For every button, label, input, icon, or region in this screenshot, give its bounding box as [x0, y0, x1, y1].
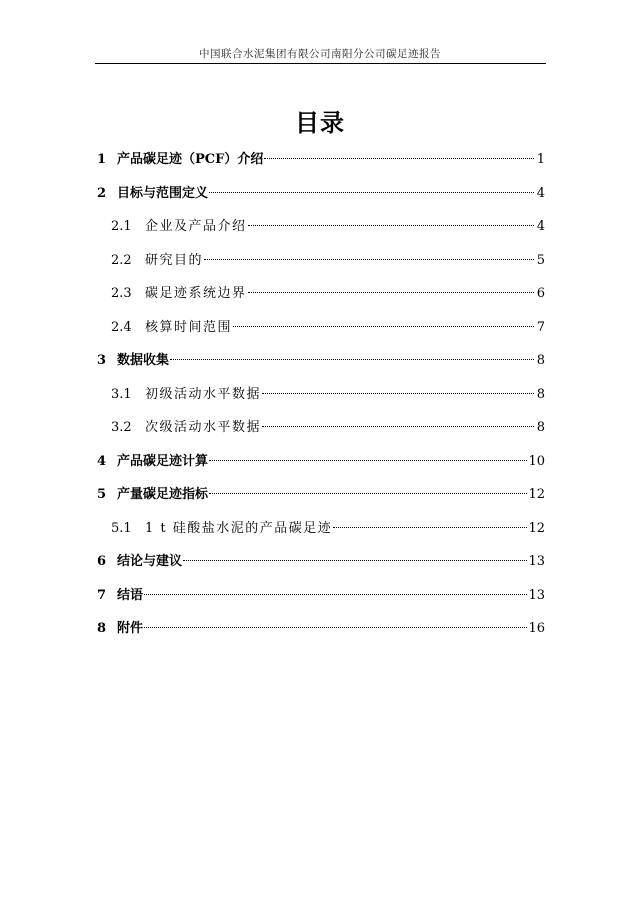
toc-page-number: 12 — [528, 487, 545, 502]
toc-text: 结语 — [117, 587, 144, 603]
toc-page-number: 4 — [536, 219, 545, 234]
toc-number: 2.2 — [111, 252, 132, 268]
toc-number: 2 — [97, 185, 107, 201]
toc-number: 4 — [97, 453, 107, 469]
toc-text: 企业及产品介绍 — [145, 219, 247, 234]
dot-leader — [248, 225, 534, 226]
toc-number: 2.4 — [111, 319, 132, 335]
dot-leader — [333, 527, 527, 528]
toc-number: 2.3 — [111, 286, 132, 301]
toc-number: 5.1 — [111, 520, 132, 536]
toc-entry[interactable] — [97, 411, 545, 445]
toc-page-number: 7 — [536, 319, 545, 335]
dot-leader — [248, 292, 534, 293]
dot-leader — [262, 426, 534, 427]
toc-number: 8 — [97, 621, 107, 636]
table-of-contents — [97, 143, 545, 646]
dot-leader — [144, 627, 527, 628]
running-header: 中国联合水泥集团有限公司南阳分公司碳足迹报告 — [199, 48, 441, 60]
toc-page-number: 8 — [536, 353, 545, 368]
toc-page-number: 4 — [536, 185, 545, 201]
toc-text: 结论与建议 — [117, 554, 183, 569]
toc-text: 核算时间范围 — [145, 319, 233, 335]
dot-leader — [262, 393, 534, 394]
toc-entry[interactable] — [97, 344, 545, 378]
dot-leader — [144, 594, 527, 595]
toc-entry[interactable] — [97, 277, 545, 311]
toc-number: 1 — [97, 152, 107, 167]
toc-text: 1 t 硅酸盐水泥的产品碳足迹 — [145, 520, 333, 536]
toc-entry[interactable] — [97, 177, 545, 211]
dot-leader — [209, 192, 534, 193]
toc-entry[interactable] — [97, 244, 545, 278]
dot-leader — [204, 259, 534, 260]
toc-entry[interactable] — [97, 545, 545, 579]
toc-title: 目录 — [295, 108, 345, 137]
toc-page-number: 16 — [528, 621, 545, 636]
toc-number: 5 — [97, 487, 107, 502]
toc-page-number: 1 — [536, 152, 545, 167]
toc-entry[interactable] — [97, 311, 545, 345]
toc-text: 研究目的 — [145, 252, 204, 268]
dot-leader — [209, 460, 527, 461]
dot-leader — [183, 560, 527, 561]
toc-text: 次级活动水平数据 — [145, 420, 262, 435]
toc-text: 产量碳足迹指标 — [117, 487, 209, 502]
toc-page-number: 10 — [528, 453, 545, 469]
toc-number: 3.1 — [111, 386, 132, 402]
toc-entry[interactable] — [97, 378, 545, 412]
toc-page-number: 8 — [536, 386, 545, 402]
toc-text: 产品碳足迹（PCF）介绍 — [117, 152, 264, 167]
dot-leader — [170, 359, 534, 360]
toc-text: 碳足迹系统边界 — [145, 286, 247, 301]
toc-page-number: 13 — [528, 554, 545, 569]
toc-entry[interactable] — [97, 478, 545, 512]
toc-number: 7 — [97, 587, 107, 603]
toc-text: 数据收集 — [117, 353, 170, 368]
toc-page-number: 6 — [536, 286, 545, 301]
toc-entry[interactable] — [97, 512, 545, 546]
header-rule — [95, 63, 546, 64]
toc-entry[interactable] — [97, 612, 545, 646]
toc-text: 目标与范围定义 — [117, 185, 209, 201]
toc-page-number: 13 — [528, 587, 545, 603]
toc-number: 2.1 — [111, 219, 132, 234]
toc-number: 3.2 — [111, 420, 132, 435]
toc-entry[interactable] — [97, 143, 545, 177]
toc-page-number: 8 — [536, 420, 545, 435]
toc-entry[interactable] — [97, 210, 545, 244]
toc-entry[interactable] — [97, 445, 545, 479]
dot-leader — [264, 158, 534, 159]
dot-leader — [233, 326, 534, 327]
toc-number: 3 — [97, 353, 107, 368]
toc-text: 产品碳足迹计算 — [117, 453, 209, 469]
dot-leader — [209, 493, 527, 494]
toc-number: 6 — [97, 554, 107, 569]
toc-entry[interactable] — [97, 579, 545, 613]
toc-text: 附件 — [117, 621, 144, 636]
toc-page-number: 5 — [536, 252, 545, 268]
toc-page-number: 12 — [528, 520, 545, 536]
toc-text: 初级活动水平数据 — [145, 386, 262, 402]
